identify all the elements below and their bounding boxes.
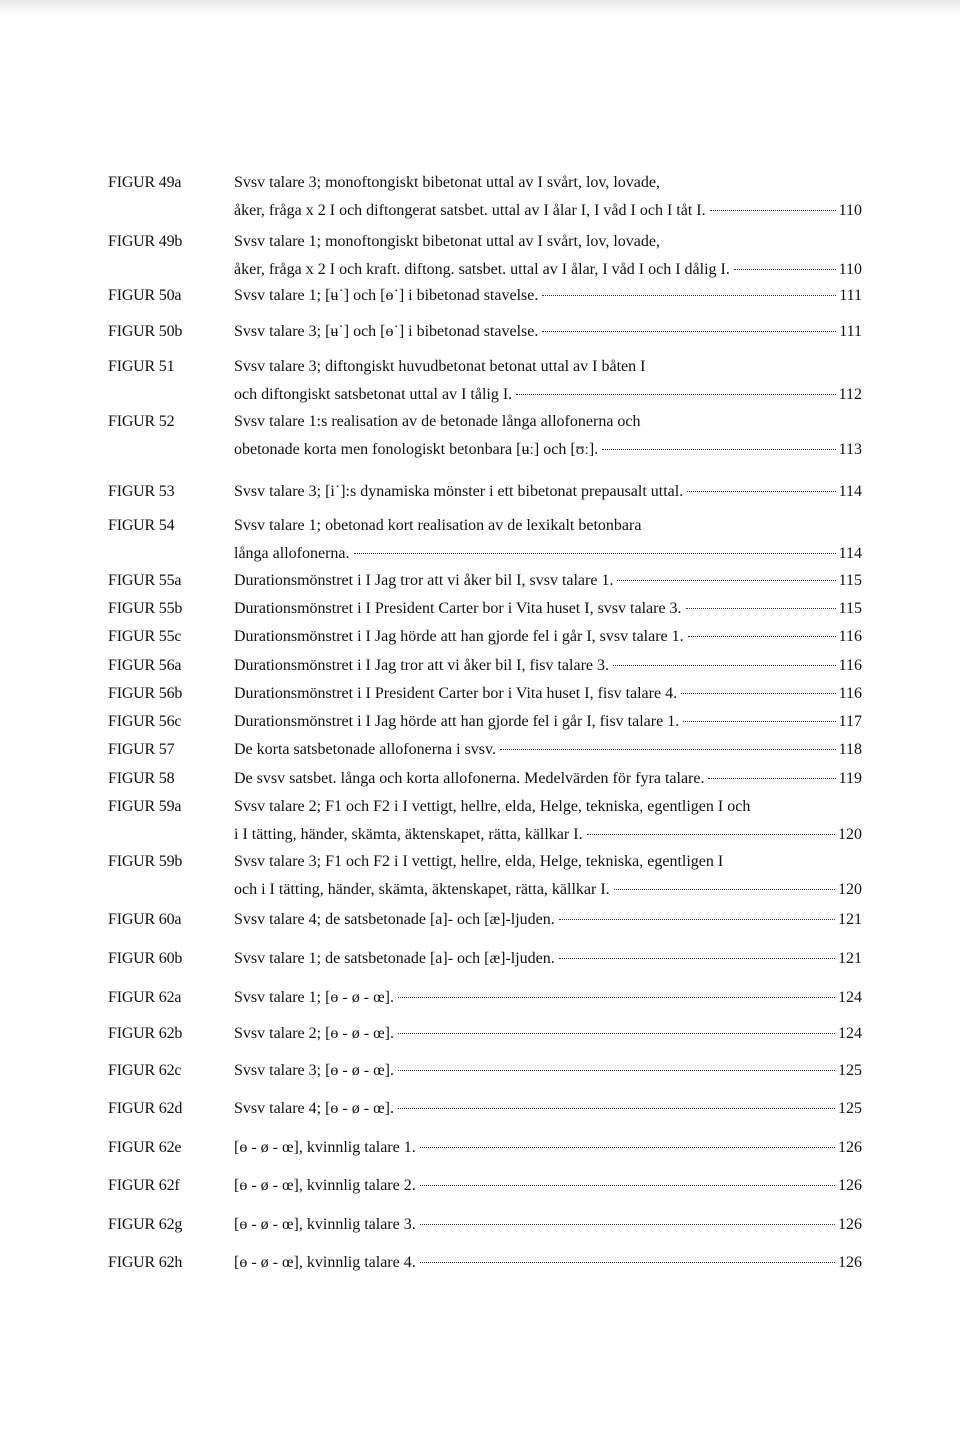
figure-label: FIGUR 60a [108, 911, 182, 928]
figure-caption-text: Svsv talare 3; diftongiskt huvudbetonat betonat uttal av I båten I [234, 358, 646, 375]
dot-leader [559, 918, 835, 920]
dot-leader [354, 552, 836, 554]
figure-caption-text: åker, fråga x 2 I och kraft. diftong. satsbet. uttal av I ålar, I våd I och I dålig I. [234, 261, 730, 278]
page-number: 121 [838, 911, 862, 928]
page-number: 116 [838, 628, 862, 645]
figure-label: FIGUR 56b [108, 685, 183, 702]
figure-caption-text: i I tätting, händer, skämta, äktenskapet, rätta, källkar I. [234, 826, 583, 843]
page-number: 120 [838, 826, 862, 843]
figure-label: FIGUR 55c [108, 628, 182, 645]
page-number: 116 [838, 657, 862, 674]
figure-caption-text: Durationsmönstret i I Jag hörde att han gjorde fel i går I, svsv talare 1. [234, 628, 684, 645]
figure-caption-line [234, 1096, 862, 1122]
figure-caption-text: Svsv talare 3; monoftongiskt bibetonat uttal av I svårt, lov, lovade, [234, 174, 660, 191]
figure-caption-text: och i I tätting, händer, skämta, äktenskapet, rätta, källkar I. [234, 881, 610, 898]
figure-label: FIGUR 62c [108, 1062, 182, 1079]
figure-label: FIGUR 53 [108, 483, 175, 500]
figure-caption-text: Svsv talare 2; F1 och F2 i I vettigt, hellre, elda, Helge, tekniska, egentligen I och [234, 798, 751, 815]
figure-caption-text: Svsv talare 1; [ʉ˙] och [ɵ˙] i bibetonad stavelse. [234, 287, 539, 304]
figure-label: FIGUR 55a [108, 572, 182, 589]
figure-caption-line [234, 737, 862, 763]
page-number: 111 [839, 287, 862, 304]
figure-caption-text: Durationsmönstret i I President Carter bor i Vita huset I, svsv talare 3. [234, 600, 682, 617]
figure-caption-text: Svsv talare 2; [ɵ - ø - œ]. [234, 1025, 394, 1042]
figure-label: FIGUR 56c [108, 713, 182, 730]
dot-leader [681, 692, 836, 694]
figure-caption-line [234, 382, 862, 408]
figure-caption-line [234, 1058, 862, 1084]
figure-caption-line [234, 409, 641, 435]
dot-leader [420, 1146, 835, 1148]
page-number: 113 [838, 441, 862, 458]
page-number: 126 [838, 1216, 862, 1233]
figure-caption-line [234, 1212, 862, 1238]
figure-caption-text: Svsv talare 3; [ʉ˙] och [ɵ˙] i bibetonad stavelse. [234, 323, 539, 340]
figure-label: FIGUR 54 [108, 517, 175, 534]
figure-label: FIGUR 62d [108, 1100, 183, 1117]
figure-caption-line [234, 354, 645, 380]
figure-caption-text: Svsv talare 1; de satsbetonade [a]- och [æ]-ljuden. [234, 950, 555, 967]
figure-label: FIGUR 59a [108, 798, 182, 815]
figure-label: FIGUR 49b [108, 233, 183, 250]
figure-caption-text: Svsv talare 3; [ɵ - ø - œ]. [234, 1062, 394, 1079]
figure-caption-line [234, 596, 862, 622]
scan-edge-shading [0, 0, 960, 14]
figure-caption-line [234, 946, 862, 972]
dot-leader [420, 1261, 835, 1263]
dot-leader [542, 330, 836, 332]
figure-caption-text: Svsv talare 1; obetonad kort realisation av de lexikalt betonbara [234, 517, 642, 534]
dot-leader [734, 268, 836, 270]
dot-leader [602, 448, 835, 450]
figure-caption-line [234, 1173, 862, 1199]
page-number: 111 [839, 323, 862, 340]
dot-leader [708, 777, 835, 779]
figure-label: FIGUR 62f [108, 1177, 180, 1194]
figure-label: FIGUR 57 [108, 741, 175, 758]
figure-caption-line [234, 170, 660, 196]
page-number: 110 [838, 202, 862, 219]
page-number: 125 [838, 1062, 862, 1079]
figure-caption-line [234, 513, 641, 539]
figure-label: FIGUR 55b [108, 600, 183, 617]
figure-label: FIGUR 62e [108, 1139, 182, 1156]
dot-leader [687, 490, 835, 492]
figure-caption-text: obetonade korta men fonologiskt betonbara [ʉː] och [ʊː]. [234, 441, 599, 458]
page-number: 115 [838, 600, 862, 617]
figure-caption-text: Durationsmönstret i I Jag hörde att han gjorde fel i går I, fisv talare 1. [234, 713, 680, 730]
page-number: 114 [838, 545, 862, 562]
page-number: 110 [838, 261, 862, 278]
page-number: 114 [838, 483, 862, 500]
figure-caption-text: Svsv talare 1; monoftongiskt bibetonat uttal av I svårt, lov, lovade, [234, 233, 660, 250]
figure-label: FIGUR 49a [108, 174, 182, 191]
page-number: 120 [838, 881, 862, 898]
dot-leader [614, 888, 835, 890]
page-number: 124 [838, 1025, 862, 1042]
dot-leader [688, 635, 836, 637]
figure-caption-text: [ɵ - ø - œ], kvinnlig talare 2. [234, 1177, 416, 1194]
figure-caption-text: Durationsmönstret i I Jag tror att vi åker bil I, svsv talare 1. [234, 572, 614, 589]
page-number: 121 [838, 950, 862, 967]
figure-caption-line [234, 849, 723, 875]
figure-caption-text: [ɵ - ø - œ], kvinnlig talare 3. [234, 1216, 416, 1233]
figure-label: FIGUR 51 [108, 358, 175, 375]
figure-caption-line [234, 437, 862, 463]
dot-leader [710, 209, 836, 211]
dot-leader [500, 748, 836, 750]
dot-leader [398, 1107, 835, 1109]
page-number: 118 [838, 741, 862, 758]
page-number: 117 [838, 713, 862, 730]
dot-leader [516, 393, 835, 395]
figure-label: FIGUR 59b [108, 853, 183, 870]
figure-caption-line [234, 283, 862, 309]
figure-label: FIGUR 62a [108, 989, 182, 1006]
figure-label: FIGUR 58 [108, 770, 175, 787]
figure-caption-line [234, 479, 862, 505]
figure-caption-text: och diftongiskt satsbetonat uttal av I tålig I. [234, 386, 513, 403]
figure-caption-line [234, 229, 660, 255]
figure-caption-text: Svsv talare 4; [ɵ - ø - œ]. [234, 1100, 394, 1117]
dot-leader [613, 664, 836, 666]
figure-caption-line [234, 877, 862, 903]
figure-label: FIGUR 60b [108, 950, 183, 967]
page-number: 119 [838, 770, 862, 787]
figure-caption-text: Svsv talare 1:s realisation av de betonade långa allofonerna och [234, 413, 641, 430]
figure-caption-line [234, 257, 862, 283]
figure-caption-text: Durationsmönstret i I Jag tror att vi åker bil I, fisv talare 3. [234, 657, 610, 674]
figure-caption-line [234, 822, 862, 848]
dot-leader [617, 579, 835, 581]
figure-caption-line [234, 1021, 862, 1047]
dot-leader [683, 720, 835, 722]
dot-leader [398, 996, 835, 998]
page-number: 115 [838, 572, 862, 589]
dot-leader [398, 1069, 835, 1071]
figure-caption-line [234, 794, 750, 820]
figure-caption-line [234, 985, 862, 1011]
dot-leader [420, 1223, 835, 1225]
figure-label: FIGUR 62g [108, 1216, 183, 1233]
figure-caption-line [234, 907, 862, 933]
page-number: 116 [838, 685, 862, 702]
figure-caption-line [234, 568, 862, 594]
page-number: 126 [838, 1254, 862, 1271]
dot-leader [420, 1184, 835, 1186]
figure-label: FIGUR 50a [108, 287, 182, 304]
figure-caption-text: [ɵ - ø - œ], kvinnlig talare 4. [234, 1254, 416, 1271]
figure-caption-line [234, 319, 862, 345]
figure-caption-text: [ɵ - ø - œ], kvinnlig talare 1. [234, 1139, 416, 1156]
figure-caption-text: Svsv talare 4; de satsbetonade [a]- och [æ]-ljuden. [234, 911, 555, 928]
figure-label: FIGUR 56a [108, 657, 182, 674]
page-number: 124 [838, 989, 862, 1006]
figure-caption-text: Durationsmönstret i I President Carter bor i Vita huset I, fisv talare 4. [234, 685, 678, 702]
page-number: 112 [838, 386, 862, 403]
dot-leader [559, 957, 835, 959]
page-number: 125 [838, 1100, 862, 1117]
figure-caption-text: åker, fråga x 2 I och diftongerat satsbet. uttal av I ålar I, I våd I och I tåt I. [234, 202, 706, 219]
figure-caption-line [234, 653, 862, 679]
figure-caption-line [234, 766, 862, 792]
figure-caption-line [234, 541, 862, 567]
figure-caption-text: De korta satsbetonade allofonerna i svsv. [234, 741, 496, 758]
figure-caption-line [234, 198, 862, 224]
page-number: 126 [838, 1139, 862, 1156]
figure-caption-text: De svsv satsbet. långa och korta allofonerna. Medelvärden för fyra talare. [234, 770, 705, 787]
figure-label: FIGUR 52 [108, 413, 175, 430]
figure-caption-text: Svsv talare 3; [i˙]:s dynamiska mönster i ett bibetonat prepausalt uttal. [234, 483, 684, 500]
figure-caption-text: Svsv talare 1; [ɵ - ø - œ]. [234, 989, 394, 1006]
dot-leader [686, 607, 836, 609]
figure-label: FIGUR 50b [108, 323, 183, 340]
dot-leader [542, 294, 836, 296]
figure-caption-line [234, 709, 862, 735]
figure-label: FIGUR 62b [108, 1025, 183, 1042]
figure-caption-line [234, 624, 862, 650]
figure-caption-line [234, 681, 862, 707]
figure-caption-text: långa allofonerna. [234, 545, 350, 562]
dot-leader [398, 1032, 835, 1034]
figure-label: FIGUR 62h [108, 1254, 183, 1271]
figure-caption-text: Svsv talare 3; F1 och F2 i I vettigt, hellre, elda, Helge, tekniska, egentligen I [234, 853, 724, 870]
figure-caption-line [234, 1135, 862, 1161]
figure-caption-line [234, 1250, 862, 1276]
page-number: 126 [838, 1177, 862, 1194]
dot-leader [587, 833, 835, 835]
